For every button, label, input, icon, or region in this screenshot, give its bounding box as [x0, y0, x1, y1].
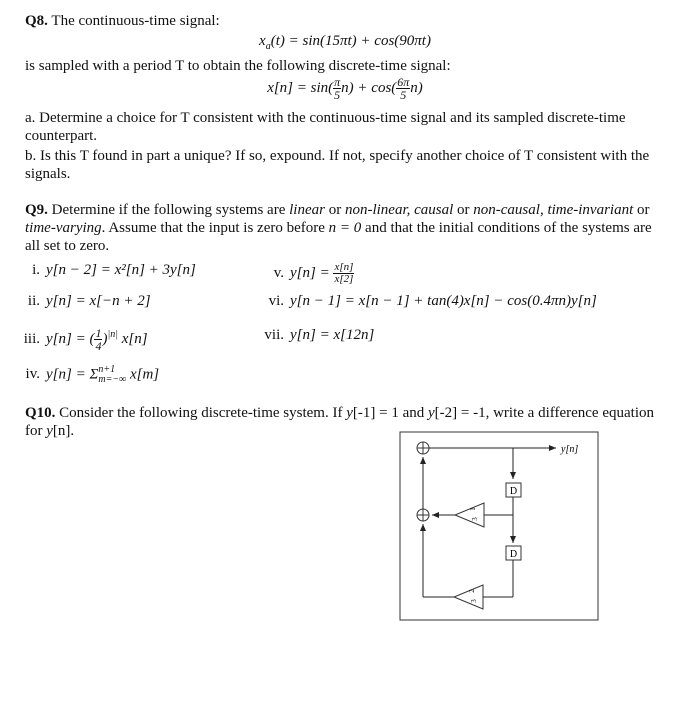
q8-eq2-lhs: x[n] = sin( — [267, 79, 334, 96]
gain-2-num: 2 — [468, 589, 476, 593]
q9-item-vii-roman: vii. — [264, 327, 284, 343]
adder-top — [417, 442, 429, 454]
q9-item-iii-sup: |n| — [107, 328, 118, 340]
q9-item-iv-sup: n+1 — [98, 364, 116, 375]
gain-1-den: 3 — [471, 517, 479, 521]
q10-y1: y — [346, 405, 353, 421]
q10-y2: y — [427, 405, 435, 421]
q9-number: Q9. — [25, 202, 48, 218]
q9-item-v-frac-den: x[2] — [334, 273, 354, 285]
q9-item-v-expr: y[n] = — [290, 264, 334, 281]
q8-number: Q8. — [25, 13, 48, 29]
q9-item-iv-sub: m=−∞ — [98, 374, 127, 385]
q9-item-iii-frac-num: 1 — [95, 326, 102, 340]
gain-1-num: 1 — [469, 507, 477, 511]
q8-eq1-sub: a — [265, 41, 271, 52]
q8-eq2-frac2-den: 5 — [400, 88, 407, 102]
q8-eq2-frac1-den: 5 — [334, 88, 341, 102]
q9-nonlinear: non-linear, causal — [344, 202, 454, 218]
q9-or-3: or — [633, 202, 650, 218]
delay-1-label: D — [509, 486, 518, 497]
adder-middle — [417, 509, 429, 521]
q9-item-iv-expr-a: y[n] = Σ — [46, 366, 99, 383]
q9-text-3: and that the initial conditions of the systems are all set to zero. — [25, 220, 652, 254]
q9-item-vi-expr: y[n − 1] = x[n − 1] + tan(4)x[n] − cos(0.4πn)y[n] — [290, 293, 597, 309]
q8-eq1-lhs: x — [259, 33, 266, 49]
q9-or-2: or — [453, 202, 474, 218]
q9-item-vi-roman: vi. — [268, 293, 284, 309]
q9-item-iii-frac-den: 4 — [95, 339, 102, 353]
q9-item-iii-roman: iii. — [23, 330, 40, 347]
q10-text-c: [-2] = -1, write a difference equation for — [25, 405, 654, 439]
q8-part-b: b. Is this T found in part a unique? If so, expound. If not, specify another choice of T consistent with the signals. — [25, 148, 650, 182]
q8-eq2-frac1-num: π — [334, 75, 341, 89]
q10-y3: y — [46, 423, 53, 439]
q9-item-vii-expr: y[n] = x[12n] — [290, 327, 375, 343]
q9-timevarying: time-varying — [25, 220, 102, 236]
q9-item-iii-expr-c: x[n] — [117, 330, 148, 347]
q9-or-1: or — [324, 202, 345, 218]
q9-text-1: Determine if the following systems are — [51, 202, 290, 218]
q10-number: Q10. — [25, 405, 56, 421]
q8-eq2-mid: n) + cos( — [341, 79, 397, 96]
gain-2-triangle — [454, 585, 483, 609]
q10-text-d: [n]. — [52, 423, 75, 439]
q9-item-ii-roman: ii. — [27, 293, 40, 309]
q10-text-b: [-1] = 1 and — [352, 405, 428, 421]
q9-condition: n = 0 — [328, 220, 362, 236]
q9-item-i-roman: i. — [32, 262, 40, 278]
q9-item-iii-expr-a: y[n] = ( — [46, 330, 95, 347]
q9-item-i-expr: y[n − 2] = x²[n] + 3y[n] — [46, 262, 196, 278]
gain-1-triangle — [455, 503, 484, 527]
q8-sampled-text: is sampled with a period T to obtain the following discrete-time signal: — [25, 58, 451, 74]
diagram-frame — [400, 432, 598, 620]
q8-eq2-end: n) — [410, 79, 423, 96]
delay-2-label: D — [509, 549, 518, 560]
q9-text-2: . Assume that the input is zero before — [101, 220, 329, 236]
q9-item-v-frac-num: x[n] — [334, 261, 354, 273]
q9-noncausal: non-causal, time-invariant — [473, 202, 634, 218]
q8-part-a: a. Determine a choice for T consistent with the continuous-time signal and its sampled discrete-time counterpart. — [25, 110, 626, 144]
q9-item-v-roman: v. — [273, 264, 284, 281]
output-label: y[n] — [561, 444, 579, 455]
q9-linear: linear — [289, 202, 325, 218]
q9-item-ii-expr: y[n] = x[−n + 2] — [46, 293, 151, 309]
q10-text-a: Consider the following discrete-time system. If — [59, 405, 347, 421]
q9-item-iv-roman: iv. — [25, 366, 40, 383]
q8-eq1-rest: (t) = sin(15πt) + cos(90πt) — [270, 33, 431, 49]
q8-eq2-frac2-num: 6π — [397, 75, 410, 89]
q9-item-iv-expr-b: x[m] — [126, 366, 160, 383]
q8-intro: The continuous-time signal: — [51, 13, 220, 29]
q9-item-iii-expr-b: ) — [102, 330, 108, 347]
gain-2-den: 3 — [470, 599, 478, 603]
